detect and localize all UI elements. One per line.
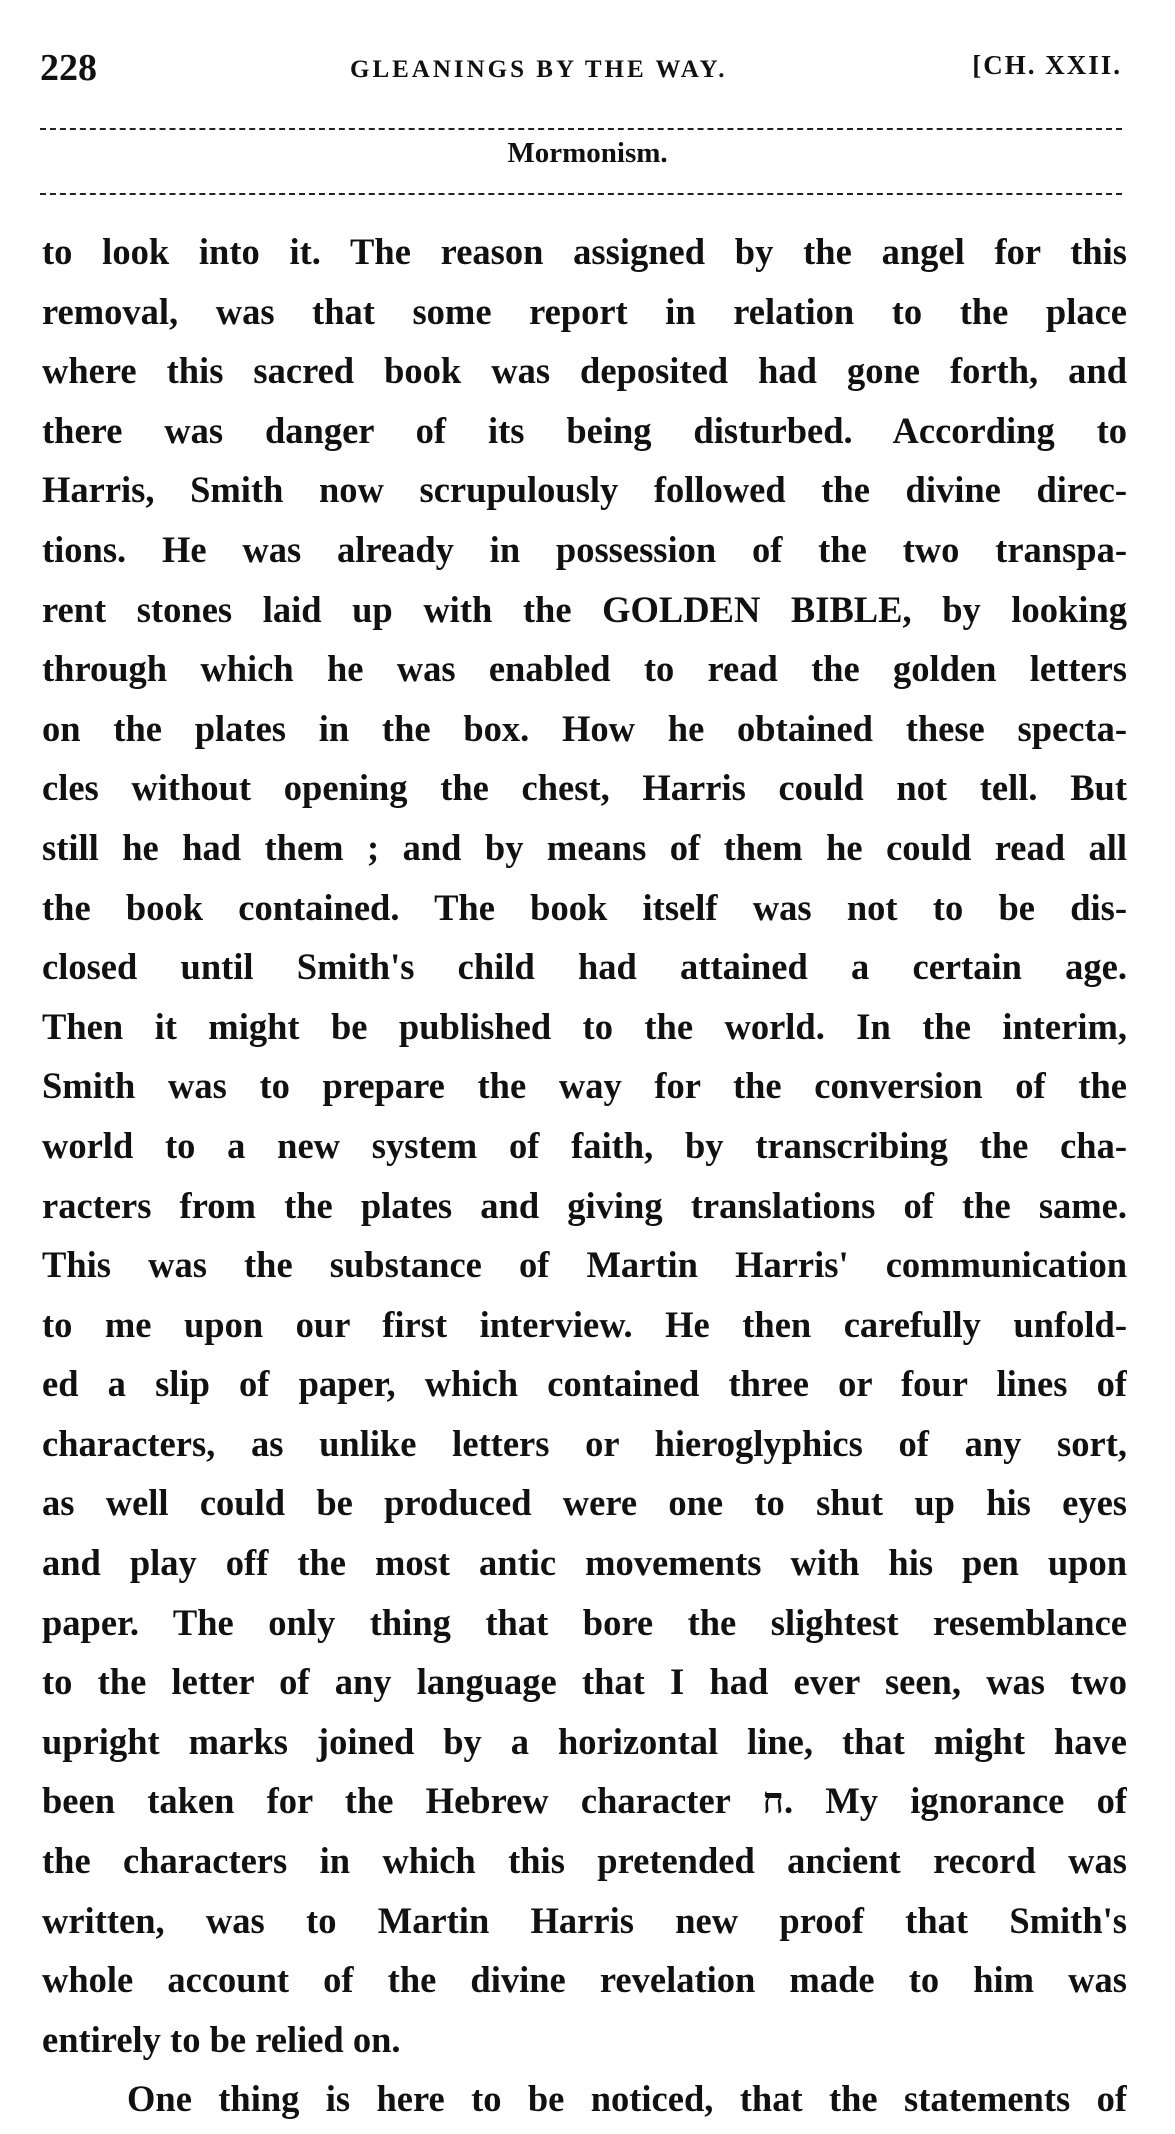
text-line: world to a new system of faith, by transcribing the cha-	[42, 1124, 1127, 1166]
text-line: to the letter of any language that I had ever seen, was two	[42, 1661, 1127, 1703]
paragraph-end-line: entirely to be relied on.	[42, 2018, 401, 2060]
text-line: rent stones laid up with the GOLDEN BIBLE, by looking	[42, 588, 1127, 630]
text-line: ed a slip of paper, which contained three or four lines of	[42, 1363, 1127, 1405]
text-line: Harris, Smith now scrupulously followed the divine direc-	[42, 469, 1127, 511]
text-line: cles without opening the chest, Harris could not tell. But	[42, 767, 1127, 809]
text-line: and play off the most antic movements with his pen upon	[42, 1542, 1127, 1584]
text-line: there was danger of its being disturbed. According to	[42, 409, 1127, 451]
running-title: GLEANINGS BY THE WAY.	[350, 56, 728, 83]
text-line: upright marks joined by a horizontal line, that might have	[42, 1720, 1127, 1762]
text-line: to look into it. The reason assigned by the angel for this	[42, 231, 1127, 272]
page-number: 228	[40, 47, 97, 89]
text-line: the characters in which this pretended ancient record was	[42, 1840, 1127, 1882]
text-line: where this sacred book was deposited had gone forth, and	[42, 350, 1127, 392]
header-rule-top	[40, 128, 1122, 130]
text-line: been taken for the Hebrew character ח. My ignorance of	[42, 1780, 1127, 1822]
text-line: still he had them ; and by means of them he could read all	[42, 826, 1127, 868]
text-line: whole account of the divine revelation made to him was	[42, 1959, 1127, 2001]
text-line: racters from the plates and giving translations of the same.	[42, 1184, 1127, 1226]
text-line: Then it might be published to the world. In the interim,	[42, 1005, 1127, 1047]
text-line: written, was to Martin Harris new proof that Smith's	[42, 1899, 1127, 1941]
text-line: closed until Smith's child had attained a certain age.	[42, 946, 1127, 988]
text-line: paper. The only thing that bore the slightest resemblance	[42, 1601, 1127, 1643]
text-line: on the plates in the box. How he obtained these specta-	[42, 707, 1127, 749]
text-line: through which he was enabled to read the golden letters	[42, 648, 1127, 690]
chapter-reference: [CH. XXII.	[972, 50, 1122, 80]
section-title: Mormonism.	[507, 137, 668, 169]
text-line: removal, was that some report in relation to the place	[42, 290, 1127, 332]
text-line: characters, as unlike letters or hieroglyphics of any sort,	[42, 1422, 1127, 1464]
header-rule-bottom	[40, 193, 1122, 195]
text-line: the book contained. The book itself was not to be dis-	[42, 886, 1127, 928]
text-line: to me upon our first interview. He then carefully unfold-	[42, 1303, 1127, 1345]
text-line: Smith was to prepare the way for the conversion of the	[42, 1065, 1127, 1107]
running-head	[40, 46, 1130, 96]
text-line: tions. He was already in possession of the two transpa-	[42, 528, 1127, 570]
body-text	[42, 222, 1127, 2129]
text-line: as well could be produced were one to shut up his eyes	[42, 1482, 1127, 1524]
text-line: This was the substance of Martin Harris' communication	[42, 1244, 1127, 1286]
paragraph-start-line: One thing is here to be noticed, that the statements of	[127, 2078, 1127, 2120]
